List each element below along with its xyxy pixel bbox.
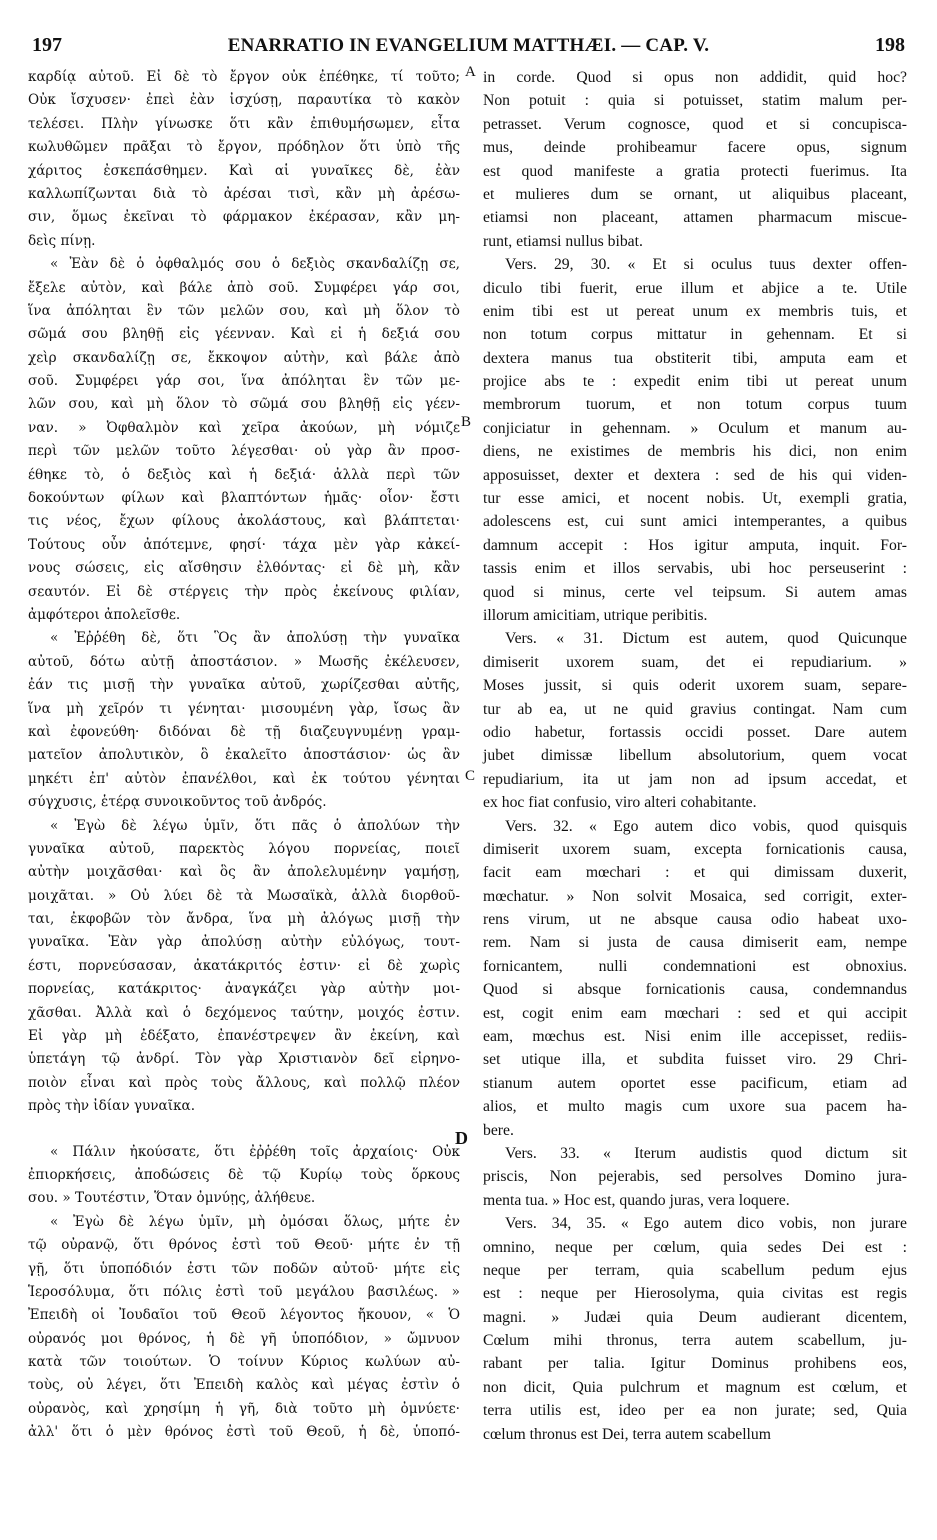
latin-text-line: Non potuit : quia si potuisset, statim malum per- — [483, 92, 907, 110]
greek-text-line: καρδίᾳ αὐτοῦ. Εἰ δὲ τὸ ἔργον οὐκ ἐπέθηκε, τί τοῦτο; — [28, 69, 460, 85]
greek-text-line: σεαυτόν. Εἰ δὲ στέργεις τὴν πρὸς ἐκείνους φιλίαν, — [28, 583, 460, 600]
latin-text-line: menta tua. » Hoc est, quando juras, vera loquere. — [483, 1191, 790, 1209]
greek-text-line: οὐρανός μοι θρόνος, ἡ δὲ γῆ ὑποπόδιον, » ὤμνυον — [28, 1330, 460, 1347]
greek-text-line: σου. » Τουτέστιν, Ὅταν ὀμνύῃς, ἀλήθευε. — [28, 1190, 316, 1207]
latin-text-line: cœlum thronus est Dei, terra autem scabellum — [483, 1425, 771, 1443]
greek-text-line: Τούτους οὖν ἀπότεμνε, φησί· τάχα μὲν γὰρ κἀκεί- — [28, 536, 460, 553]
margin-marker-b: B — [461, 414, 472, 430]
latin-text-line: mus, deinde prohibeamur facere opus, signum — [483, 139, 907, 157]
latin-text-line: repudiarium, ita ut jam non ad ipsum accedat, et — [483, 770, 907, 788]
greek-text-line: ἐάν τις μισῇ τὴν γυναῖκα αὐτοῦ, χωρίζεσθαι αὐτῆς, — [28, 677, 460, 694]
greek-text-column — [28, 66, 460, 1445]
latin-text-line: odio habetur, fortassis occidi posset. Dare autem — [483, 723, 907, 741]
latin-text-line: rabant per talia. Igitur Dominus prohibens eos, — [483, 1355, 907, 1373]
greek-text-line: ἵνα μὴ χεῖρόν τι γένηται· μισουμένη γὰρ, ἴσως ἂν — [28, 700, 460, 717]
greek-text-line: οὐρανὸς, καὶ χρησίμη ἡ γῆ, διὰ τοῦτο μὴ ὀμνύετε· — [28, 1400, 460, 1417]
latin-text-line: bere. — [483, 1121, 514, 1139]
latin-text-line: Quod si absque fornicationis causa, condemnandus — [483, 981, 907, 999]
latin-text-line: ex hoc fiat confusio, viro alteri cohabitante. — [483, 794, 757, 812]
greek-text-line: σιν, ὅμως ἐκεῖναι τὸ φάρμακον ἐκέρασαν, κἂν μη- — [28, 209, 460, 226]
greek-text-line: δεὶς πίνῃ. — [28, 232, 96, 249]
greek-text-line: « Ἐῤῥέθη δὲ, ὅτι Ὃς ἂν ἀπολύσῃ τὴν γυναῖκα — [50, 630, 460, 647]
greek-text-line: Ἱεροσόλυμα, ὅτι πόλις ἐστὶ τοῦ μεγάλου βασιλέως. » — [28, 1283, 460, 1300]
greek-text-line: καὶ ἐφονεύθη· διδόναι δὲ τῇ διαζευγνυμένῃ γραμ- — [28, 723, 460, 740]
latin-text-line: adolescens est, cui sunt amici intemperantes, a quibus — [483, 513, 907, 531]
greek-text-line: τις νέος, ἔχων φίλους ἀκολάστους, καὶ βλάπτεται· — [28, 513, 460, 530]
latin-text-line: diens, ne existimes de membris his dici, non enim — [483, 443, 907, 461]
latin-text-line: magni. » Judæi quia Deum audierant dicentem, — [483, 1308, 907, 1326]
greek-text-line: χᾶσθαι. Ἀλλὰ καὶ ὁ δεχόμενος ταύτην, μοιχός ἐστιν. — [28, 1004, 460, 1021]
greek-text-line: κωλυθῶμεν πρᾶξαι τὸ ἔργον, πρόδηλον ὅτι ὑπὸ τῆς — [28, 139, 460, 156]
margin-marker-a: A — [465, 64, 476, 80]
greek-text-line: ἵνα ἀπόληται ἓν τῶν μελῶν σου, καὶ μὴ ὅλον τὸ — [28, 302, 460, 319]
greek-text-line: « Πάλιν ἠκούσατε, ὅτι ἐῤῥέθη τοῖς ἀρχαίοις· Οὐκ — [50, 1143, 460, 1160]
greek-text-line: Εἰ γὰρ μὴ ἐδέξατο, ἐπανέστρεψεν ἂν ἐκείνη, καὶ — [28, 1028, 460, 1045]
latin-text-line: fornicantem, nulli condemnationi est obnoxius. — [483, 957, 907, 975]
greek-text-line: Ἐπειδὴ οἱ Ἰουδαῖοι τοῦ Θεοῦ λέγοντος ἤκουον, « Ὁ — [28, 1307, 460, 1324]
greek-text-line: καλλωπίζωνται διὰ τὸ ἀρέσαι τισὶ, κἂν μὴ ἀρέσω- — [28, 185, 460, 202]
greek-text-line: γῇ, ὅτι ὑποπόδιόν ἐστι τῶν ποδῶν αὐτοῦ· μήτε εἰς — [28, 1260, 460, 1277]
greek-text-line: τελέσει. Πλὴν γίνωσκε ὅτι κἂν ἐπιθυμήσωμεν, εἶτα — [28, 115, 460, 132]
greek-text-line: κατὰ τῶν τοιούτων. Ὁ τοίνυν Κύριος κωλύων αὐ- — [28, 1354, 460, 1371]
latin-text-line: alios, et multo magis cum uxore sua pacem ha- — [483, 1098, 907, 1116]
greek-text-line: « Ἐγὼ δὲ λέγω ὑμῖν, ὅτι πᾶς ὁ ἀπολύων τὴν — [50, 817, 460, 834]
greek-text-line: σοῦ. Συμφέρει γάρ σοι, ἵνα ἀπόληται ἓν τῶν με- — [28, 373, 460, 390]
latin-text-line: membrorum tuorum, et non totum corpus tuum — [483, 396, 907, 414]
greek-text-line: αὐτοῦ, δότω αὐτῇ ἀποστάσιον. » Μωσῆς ἐκέλευσεν, — [28, 653, 460, 670]
latin-text-line: dimiserit uxorem suam, det ei repudiarium. » — [483, 653, 907, 671]
latin-text-line: enim tibi est ut pereat unum ex membris tuis, et — [483, 302, 907, 320]
greek-text-line: « Ἐγὼ δὲ λέγω ὑμῖν, μὴ ὀμόσαι ὅλως, μήτε ἐν — [50, 1213, 460, 1230]
latin-text-line: eam, mœchus est. Nisi enim ille accepisset, rediis- — [483, 1028, 907, 1046]
latin-text-line: in corde. Quod si opus non addidit, quid hoc? — [483, 69, 907, 86]
greek-text-line: αὐτὴν μοιχᾶσθαι· καὶ ὃς ἂν ἀπολελυμένην γαμήσῃ, — [28, 864, 460, 881]
latin-text-line: Vers. 34, 35. « Ego autem dico vobis, non jurare — [505, 1215, 907, 1233]
greek-text-line: νους σώσεις, εἰς αἴσθησιν ἐλθόντας· εἰ δὲ μὴ, κἂν — [28, 560, 460, 577]
greek-text-line: περὶ τῶν μελῶν τοῦτο λέγεσθαι· οὐ γὰρ ἂν προσ- — [28, 443, 460, 460]
greek-text-line: Οὐκ ἴσχυσεν· ἐπεὶ ἐὰν ἰσχύσῃ, παραυτίκα τὸ κακὸν — [28, 92, 460, 109]
greek-text-line: ἐπιορκήσεις, ἀποδώσεις δὲ τῷ Κυρίῳ τοὺς ὅρκους — [28, 1166, 460, 1183]
latin-text-line: etiamsi non placeant, attamen pharmacum miscue- — [483, 209, 907, 227]
greek-text-line: ἀμφότεροι ἀπολεῖσθε. — [28, 606, 181, 623]
latin-text-line: Moses jussit, si quis oderit uxorem suam, separe- — [483, 677, 907, 695]
greek-text-line: ἀλλ' ὅτι ὁ μὲν θρόνος ἐστὶ τοῦ Θεοῦ, ἡ δὲ, ὑποπό- — [28, 1424, 460, 1441]
latin-text-line: priscis, Non pejerabis, sed persolves Domino jura- — [483, 1168, 907, 1186]
latin-text-line: tur ab ea, ut ne quid gravius contingat. Nam cum — [483, 700, 907, 718]
page-header — [32, 34, 905, 60]
latin-text-line: facit eam mœchari : et qui dimissam duxerit, — [483, 864, 907, 882]
latin-text-line: rens virum, ut ne absque causa odio habeat uxo- — [483, 911, 907, 929]
greek-text-line: σῶμά σου βληθῇ εἰς γέενναν. Καὶ εἰ ἡ δεξιά σου — [28, 326, 460, 343]
latin-text-line: tassis enim et illos servabis, ubi hoc perseuserint : — [483, 560, 907, 578]
greek-text-line: ματεῖον ἀπολυτικὸν, ὃ ἐκαλεῖτο ἀποστάσιον· ὡς ἂν — [28, 747, 460, 764]
latin-text-column — [483, 66, 907, 1446]
latin-text-line: stianum autem oportet esse pacificum, etiam ad — [483, 1074, 907, 1092]
latin-text-line: neque per terram, quia scabellum pedum ejus — [483, 1261, 907, 1279]
page-number-left: 197 — [32, 34, 62, 56]
running-title: ENARRATIO IN EVANGELIUM MATTHÆI. — CAP. V. — [227, 35, 710, 56]
greek-text-line: μοιχᾶται. » Οὐ λύει δὲ τὰ Μωσαϊκὰ, ἀλλὰ διορθοῦ- — [28, 887, 460, 904]
greek-text-line: λῶν σου, καὶ μὴ ὅλον τὸ σῶμά σου βληθῇ εἰς γέεν- — [28, 396, 460, 413]
greek-text-line: ναν. » Ὀφθαλμὸν καὶ χεῖρα ἀκούων, μὴ νόμιζε — [28, 419, 460, 436]
margin-marker-d: D — [455, 1128, 468, 1148]
greek-text-line: πρὸς τὴν ἰδίαν γυναῖκα. — [28, 1098, 196, 1115]
latin-text-line: est : neque per Hierosolyma, quia civitas est regis — [483, 1285, 907, 1303]
paragraph-gap — [28, 1119, 460, 1141]
greek-text-line: γυναῖκα. Ἐὰν γὰρ ἀπολύσῃ αὐτὴν εὐλόγως, τουτ- — [28, 934, 460, 951]
greek-text-line: τῷ οὐρανῷ, ὅτι θρόνος ἐστὶ τοῦ Θεοῦ· μήτε ἐν τῇ — [28, 1237, 460, 1254]
latin-text-line: et mulieres dum se ornant, ut aliquibus placeant, — [483, 185, 907, 203]
latin-text-line: est quod manifeste a gratia protecti fuerimus. Ita — [483, 162, 907, 180]
latin-text-line: omnino, neque per cœlum, quia sedes Dei est : — [483, 1238, 907, 1256]
greek-text-line: δοκούντων φίλων καὶ βλαπτόντων ἡμᾶς· οἷον· ἔστι — [28, 490, 460, 507]
latin-text-line: terra utilis est, ideo per ea non jurate; sed, Quia — [483, 1402, 907, 1420]
latin-text-line: Vers. 29, 30. « Et si oculus tuus dexter offen- — [505, 256, 907, 274]
latin-text-line: set utique illa, et subdita fuisset viro. 29 Chri- — [483, 1051, 907, 1069]
latin-text-line: dextera manus tua obstiterit tibi, amputa eam et — [483, 349, 907, 367]
greek-text-line: μηκέτι ἐπ' αὐτὸν ἐπανέλθοι, καὶ ἐκ τούτου γένηται — [28, 770, 460, 787]
latin-text-line: petrasset. Verum cognosce, quod et si concupisca- — [483, 115, 907, 133]
greek-text-line: ἔξελε αὐτὸν, καὶ βάλε ἀπὸ σοῦ. Συμφέρει γάρ σοι, — [28, 279, 460, 296]
latin-text-line: Vers. « 31. Dictum est autem, quod Quicunque — [505, 630, 907, 648]
latin-text-line: mœchatur. » Non solvit Mosaica, sed corrigit, exter- — [483, 887, 907, 905]
greek-text-line: έθηκε τὸ, ὁ δεξιὸς καὶ ἡ δεξιά· ἀλλὰ περὶ τῶν — [28, 466, 460, 483]
latin-text-line: dimiserit uxorem suam, excepta fornicationis causa, — [483, 840, 907, 858]
latin-text-line: diculo tibi fuerit, erue illum et abjice a te. Utile — [483, 279, 907, 297]
latin-text-line: runt, etiamsi nullus bibat. — [483, 232, 643, 250]
latin-text-line: projice abs te : expedit enim tibi ut pereat unum — [483, 373, 907, 391]
greek-text-line: « Ἐὰν δὲ ὁ ὀφθαλμός σου ὁ δεξιὸς σκανδαλίζῃ σε, — [50, 256, 460, 273]
latin-text-line: tur esse amici, et nocent nobis. Ut, exempli gratia, — [483, 490, 907, 508]
greek-text-line: τοὺς, οὐ λέγει, ὅτι Ἐπειδὴ καλὸς καὶ μέγας ἐστὶν ὁ — [28, 1377, 460, 1394]
latin-text-line: Vers. 33. « Iterum audistis quod dictum sit — [505, 1144, 907, 1162]
greek-text-line: χάριτος ἐσκεπάσθημεν. Καὶ αἱ γυναῖκες δὲ, ἐὰν — [28, 162, 460, 179]
latin-text-line: damnum accepit : Hos igitur amputa, inquit. For- — [483, 536, 907, 554]
latin-text-line: jubet dimissæ libellum absolutorium, quem vocat — [483, 747, 907, 765]
greek-text-line: ποιὸν εἶναι καὶ πρὸς τοὺς ἄλλους, καὶ πολλῷ πλέον — [28, 1074, 460, 1091]
greek-text-line: ὑπετάγη τῷ ἀνδρί. Τὸν γὰρ Χριστιανὸν δεῖ εἰρηνο- — [28, 1051, 460, 1068]
greek-text-line: σύγχυσις, ἑτέρᾳ συνοικοῦντος τοῦ ἀνδρός. — [28, 794, 327, 811]
greek-text-line: γυναῖκα αὐτοῦ, παρεκτὸς λόγου πορνείας, ποιεῖ — [28, 840, 460, 857]
latin-text-line: non totum corpus mittatur in gehennam. Et si — [483, 326, 907, 344]
latin-text-line: est, cogit enim eam mœchari : sed et qui accipit — [483, 1004, 907, 1022]
greek-text-line: έστι, πορνεύσασαν, ἀκατάκριτός ἐστιν· εἰ δὲ χωρὶς — [28, 957, 460, 974]
latin-text-line: Vers. 32. « Ego autem dico vobis, quod quisquis — [505, 817, 907, 835]
latin-text-line: rem. Nam si justa de causa dimiserit eam, nempe — [483, 934, 907, 952]
latin-text-line: conjiciatur in gehennam. » Oculum et manum au- — [483, 419, 907, 437]
page-number-right: 198 — [874, 34, 905, 56]
latin-text-line: quod si minus, certe vel teipsum. Si autem amas — [483, 583, 907, 601]
margin-marker-c: C — [465, 768, 476, 784]
greek-text-line: ται, ἐκφοβῶν τὸν ἄνδρα, ἵνα μὴ ἀλόγως μισῇ τὴν — [28, 911, 460, 928]
latin-text-line: apposuisset, dexter et dextera : sed de his qui viden- — [483, 466, 907, 484]
latin-text-line: Cœlum mihi thronus, terra autem scabellum, ju- — [483, 1332, 907, 1350]
greek-text-line: πορνείας, κατάκριτος· ἀναγκάζει γὰρ αὐτὴν μοι- — [28, 981, 460, 998]
latin-text-line: illorum amicitiam, utrique peribitis. — [483, 606, 708, 624]
latin-text-line: non dicit, Quia pulchrum et magnum est cœlum, et — [483, 1378, 907, 1396]
greek-text-line: χεὶρ σκανδαλίζῃ σε, ἔκκοψον αὐτὴν, καὶ βάλε ἀπὸ — [28, 349, 460, 366]
